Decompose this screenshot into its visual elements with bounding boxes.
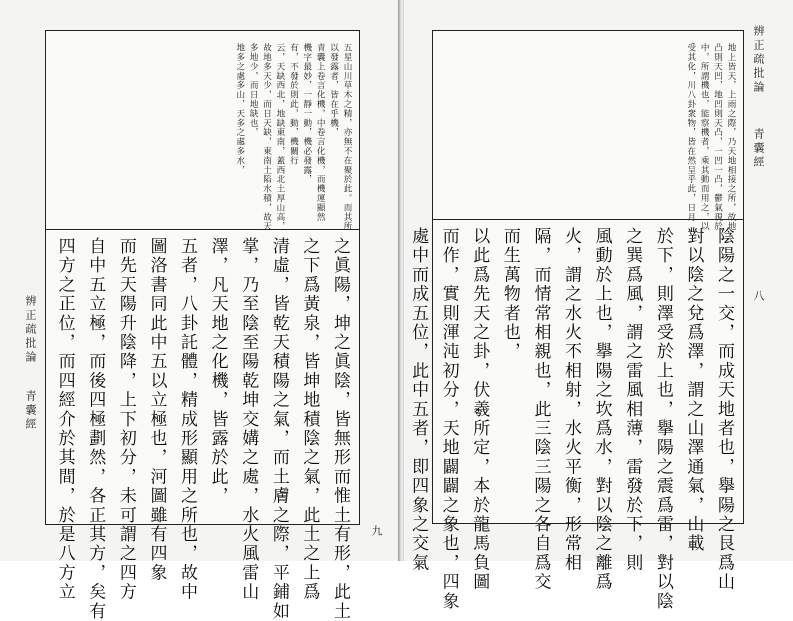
left-divider-line <box>46 229 359 230</box>
main-column: 陰陽之一交，而成天地者也，擧陽之艮爲山 <box>714 227 734 592</box>
annotation-column: 多地少，而日地缺也， <box>248 43 259 137</box>
right-page-title: 辨正疏批論 <box>752 25 765 95</box>
main-column: 而作，實則渾沌初分，天地闢闢之象也，四象 <box>438 227 459 611</box>
left-page-frame <box>45 30 360 621</box>
main-column: 之巽爲風，謂之雷風相薄，雷發於下，則 <box>622 227 643 573</box>
annotation-column: 地多之處多山，天多之處多水， <box>234 43 245 175</box>
left-page-publisher: 青囊經 <box>24 390 37 432</box>
right-page-frame <box>408 30 744 611</box>
main-column: 四方之正位，而四經介於其間，於是八方立 <box>54 237 75 602</box>
main-column: 對以陰之兌爲澤，謂之山澤通氣，山載 <box>683 227 704 554</box>
right-divider-line <box>433 219 743 220</box>
annotation-column: 機字最妙，一靜一動，機必發露， <box>301 43 312 184</box>
main-column: 而生萬物者也， <box>499 227 520 362</box>
annotation-column: 中，所謂機也，能察機者，乘其動而用之，以 <box>699 43 710 231</box>
annotation-column: 以發露者，皆在乎機， <box>328 43 339 137</box>
left-main-text <box>49 237 355 621</box>
main-column: 清虛，皆乾天積陽之氣，而土膚之際，平鋪如 <box>268 237 289 621</box>
main-column: 之眞陽，坤之眞陰，皆無形而惟土有形，此土 <box>330 237 350 621</box>
right-page-publisher: 青囊經 <box>752 128 765 170</box>
right-annotation-block <box>437 43 737 231</box>
main-column: 於下，則澤受於上也，擧陽之震爲雷，對以陰 <box>652 227 673 611</box>
main-column: 風動於上也，擧陽之坎爲水，對以陰之離爲 <box>591 227 612 592</box>
main-column: 澤，凡天地之化機，皆露於此， <box>207 237 228 506</box>
annotation-column: 受其化，川八卦衆物，皆在然呈乎此，日月 <box>685 43 696 222</box>
right-page-number: 八 <box>752 290 765 304</box>
main-column: 隔，而情常相親也，此三陰三陽之各自爲交 <box>530 227 551 592</box>
main-column: 之下爲黃泉，皆坤地積陰之氣，此土之上爲 <box>299 237 320 602</box>
left-annotation-block <box>47 43 353 231</box>
left-page-number: 九 <box>370 525 383 539</box>
right-main-text <box>408 227 739 611</box>
annotation-column: 青囊上卷言化機，中卷言化機，而機運顯然 <box>315 43 326 222</box>
right-page <box>404 0 793 611</box>
annotation-column: 故地多天少，而日天缺，東南土陷水積，故天 <box>261 43 272 231</box>
main-column: 圖洛書同此中五以立極也，河圖雖有四象 <box>146 237 167 583</box>
main-column: 以此爲先天之卦，伏羲所定，本於龍馬負圖 <box>469 227 490 592</box>
annotation-column: 有，不發於則此，動，機關行 <box>288 43 299 166</box>
annotation-column: 凸則天凹，地凹則天凸，一凹一凸，鬱氣現於 <box>712 43 723 231</box>
annotation-column: 地上皆天，上雨之際，乃天地相接之所，故地 <box>726 43 736 231</box>
main-column: 自中五立極，而後四極劃然，各正其方，矣有 <box>85 237 106 621</box>
main-column: 五者，八卦託體，精成形顯用之所也，故中 <box>177 237 198 602</box>
annotation-column: 云，天缺西北，地缺東南，蓋西北土厚山高， <box>274 43 285 231</box>
main-column: 火，謂之水火不相射，水火平衡，形常相 <box>561 227 582 573</box>
main-column: 掌，乃至陰至陽乾坤交媾之處，水火風雷山 <box>238 237 259 602</box>
left-page-title: 辨正疏批論 <box>24 295 37 365</box>
main-column: 處中而成五位，此中五者，即四象之交氣 <box>408 227 429 573</box>
annotation-column: 五星山川草木之精，亦無不在聚於此。而其所 <box>342 43 352 231</box>
main-column: 而先天陽升陰降，上下初分，未可謂之四方 <box>115 237 136 602</box>
